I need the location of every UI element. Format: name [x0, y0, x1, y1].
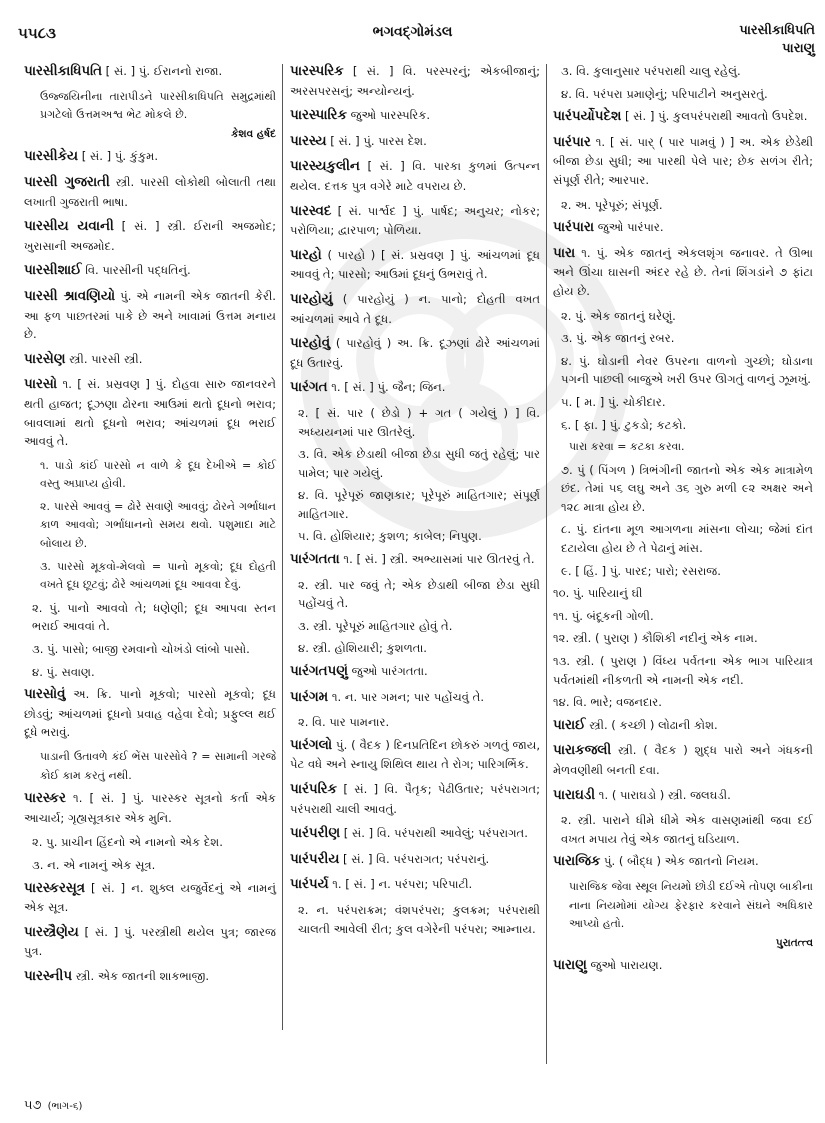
headword: પારંગતપણું	[290, 664, 348, 680]
dictionary-entry	[290, 550, 540, 570]
dictionary-column-3	[553, 62, 813, 982]
definition: સ્ત્રી. ( કચ્છી ) લોઢાની કોશ.	[589, 717, 718, 732]
idiom: ૩. પારસો મૂકવો-મેલવો = પાનો મૂકવો; દૂધ દોહતી વખતે દૂધ છૂટવું; ઢોરે આંચળમાં દૂધ આવવા દેવું.	[40, 559, 276, 592]
dictionary-entry	[290, 62, 540, 100]
running-title: ભગવદ્ગોમંડલ	[372, 24, 453, 40]
dictionary-entry	[553, 244, 813, 301]
dictionary-entry	[290, 780, 540, 818]
page-number: ૫૫૮૩	[18, 24, 56, 42]
dictionary-entry	[290, 106, 540, 126]
dictionary-entry	[553, 786, 813, 806]
headword: પારસ્ત્રૈણેય	[24, 924, 79, 940]
dictionary-entry	[290, 132, 540, 152]
definition: [ સં. ] વિ. પૈતૃક; પેઢીઉતાર; પરંપરાગત; પરંપરાથી ચાલી આવતું.	[290, 782, 541, 816]
sense: ૪. પું. સવાણ.	[32, 664, 95, 679]
dictionary-entry	[24, 375, 276, 450]
sense: ૩. પું. એક જાતનું રબર.	[561, 331, 675, 346]
sense: ૨. સ્ત્રી. પાર જવું તે; એક છેડાથી બીજા છેડા સુધી પહોંચવું તે.	[298, 577, 540, 611]
headword: પારસો	[24, 377, 58, 393]
definition: [ સં. ] પું. પારસ દેશ.	[330, 133, 427, 148]
headword: પારસીશાઈ	[24, 263, 82, 279]
headword: પારંગતતા	[290, 552, 340, 568]
definition: [ સં. ] પું. કુંકુમ.	[81, 149, 159, 164]
dictionary-entry	[553, 956, 813, 976]
definition: [ સં. ] વિ. પરસ્પરનું; એકબીજાનું; અરસપરસનું; અન્યોન્યનું.	[290, 64, 540, 98]
dictionary-entry	[290, 246, 540, 284]
headword: પારહોયું	[290, 291, 333, 307]
sense: ૩. વિ. એક છેડાથી બીજા છેડા સુધી જતું રહેલું; પાર પામેલ; પાર ગયેલું.	[298, 447, 540, 480]
dictionary-entry	[553, 218, 813, 238]
headword: પારંગલો	[290, 737, 333, 753]
citation-text: ઉજ્જયિનીના તારાપીડને પારસીકાધિપતિ સમુદ્રમાંથી પ્રગટેલો ઉત્તમઅશ્વ ભેટ મોકલે છે.	[40, 89, 276, 122]
definition: જુઓ પારંગતતા.	[351, 664, 428, 679]
citation-text: પાડાની ઉતાવળે કંઈ ભેંસ પારસોવે ? = સામાની ગરજે કોઈ કામ કરતું નથી.	[40, 750, 276, 782]
definition: સ્ત્રી. ( વૈદક ) શુદ્ધ પારો અને ગંધકની મેળવણીથી બનતી દવા.	[553, 743, 813, 777]
headword: પારંપર્યોપદેશ	[553, 109, 622, 125]
sense: ૪. વિ. પૂરેપૂરું જાણકાર; પૂરેપૂરું માહિતગાર; સંપૂર્ણ માહિતગાર.	[298, 488, 540, 521]
dictionary-entry	[290, 157, 540, 195]
dictionary-entry	[24, 173, 276, 211]
definition: ( પારહોવું ) અ. ક્રિ. દૂઝણાં ઢોરે આંચળમાં દૂધ ઉતારવું.	[290, 336, 540, 370]
headword: પારસીકેય	[24, 149, 78, 165]
dictionary-entry	[24, 147, 276, 167]
sense: ૮. પું. દાંતના મૂળ આગળના માંસના લોચા; જેમાં દાંત દટાયેલા હોય છે તે પેઢાનું માંસ.	[561, 522, 813, 556]
dictionary-entry	[24, 217, 276, 255]
definition: ૧. [ સં. પાર્ ( પાર પામવું ) ] અ. એક છેડેથી બીજા છેડા સુધી; આ પારથી પેલે પાર; છેક સળંગ રીતે; સંપૂર્ણ રીતે; આરપાર.	[553, 134, 814, 187]
sense: ૧૦. પું. પારિયાનું ઘી	[553, 586, 643, 601]
definition: ( પારહોયું ) ન. પાનો; દોહતી વખત આંચળમાં આવે તે દૂધ.	[290, 291, 541, 326]
headword: પારાઈ	[553, 717, 586, 733]
definition: ૧. ન. પાર ગમન; પાર પહોંચવું તે.	[331, 689, 485, 704]
definition: [ સં. ] પું. પરસ્ત્રીથી થયેલ પુત્ર; જારજ પુત્ર.	[24, 924, 276, 959]
headword: પારંપરીણ	[290, 826, 341, 842]
dictionary-entry	[24, 62, 276, 82]
dictionary-entry	[290, 202, 540, 240]
headword: પારસ્વદ	[290, 203, 332, 219]
dictionary-entry	[24, 261, 276, 281]
dictionary-entry	[290, 688, 540, 708]
headword: પારંપાર	[553, 134, 591, 150]
sense: ૨. વિ. પાર પામનાર.	[298, 715, 390, 730]
dictionary-entry	[553, 133, 813, 190]
dictionary-entry	[290, 334, 540, 372]
column-divider	[282, 64, 283, 1030]
signature-mark: ૫૭	[24, 1098, 42, 1113]
headword: પારંગમ	[290, 689, 329, 705]
dictionary-entry	[290, 290, 540, 328]
sense: ૩. પું. પાસો; બાજી રમવાનો ચોખંડો લાંબો પાસો.	[32, 642, 250, 657]
guide-word-first: પારસીકાધિપતિ	[739, 23, 815, 38]
definition: [ સં. ] પું. કુલપરંપરાથી આવતો ઉપદેશ.	[624, 109, 808, 124]
sense: ૩. વિ. કુલાનુસાર પરંપરાથી ચાલુ રહેલું.	[561, 64, 741, 78]
citation	[569, 878, 813, 952]
definition: [ સં. ] વિ. પરંપરાથી આવેલું; પરંપરાગત.	[343, 826, 528, 841]
definition: ૧. [ સં. ] ન. પરંપરા; પરિપાટી.	[332, 877, 473, 892]
headword: પારંપરિક	[290, 782, 337, 797]
headword: પારસ્કર	[24, 791, 66, 807]
headword: પારસીય યવાની	[24, 219, 114, 235]
citation-source: પુરાતત્ત્વ	[775, 936, 813, 949]
idiom: ૨. પારસે આવવું = ઢોરે સવાણે આવવું; ઢોરને ગર્ભાધાન કાળ આવવો; ગર્ભાધાનનો સમય થવો. પશુમાદા માટે બોલાય છે.	[40, 499, 276, 551]
sense: ૫. વિ. હોશિયાર; કુશળ; કાબેલ; નિપુણ.	[298, 529, 482, 544]
sense: ૧૨. સ્ત્રી. ( પુરાણ ) કૌશિકી નદીનું એક નામ.	[553, 631, 758, 646]
dictionary-entry	[290, 736, 540, 774]
headword: પારંપર્ય	[290, 877, 329, 893]
dictionary-entry	[290, 824, 540, 844]
guide-words	[739, 22, 815, 58]
sense: ૩. સ્ત્રી. પૂરેપૂરું માહિતગાર હોવું તે.	[298, 618, 453, 633]
dictionary-entry	[290, 875, 540, 895]
sense: ૧૪. વિ. ભારે; વજનદાર.	[553, 695, 662, 710]
definition: સ્ત્રી. પારસી લોકોથી બોલાતી તથા લખાતી ગુજરાતી ભાષા.	[24, 174, 277, 209]
headword: પારસ્પારિક	[290, 108, 347, 124]
definition: પું. ( બૌદ્ધ ) એક જાતનો નિયમ.	[604, 854, 759, 869]
dictionary-entry	[24, 685, 276, 742]
headword: પારસ્પરિક	[290, 64, 344, 79]
page-footer	[24, 1098, 82, 1113]
definition: [ સં. ] સ્ત્રી. ઈરાની અજમોદ; ખુરાસાની અજમોદ.	[24, 219, 276, 253]
headword: પારસી ગુજરાતી	[24, 174, 110, 190]
citation	[40, 748, 276, 785]
headword: પારસેણ	[24, 351, 66, 367]
citation-source: કેશવ હર્ષદ	[231, 127, 276, 140]
sense: ૧૧. પું. બંદૂકની ગોળી.	[553, 608, 654, 623]
definition: સ્ત્રી. એક જાતની શાકભાજી.	[75, 968, 210, 983]
dictionary-entry	[553, 741, 813, 779]
headword: પારહોવું	[290, 336, 331, 352]
definition: ૧. ( પારાઘડો ) સ્ત્રી. જલઘડી.	[598, 787, 731, 802]
headword: પારસ્યકુલીન	[290, 159, 360, 175]
definition: [ સં. ] પું. ઈરાનનો રાજા.	[105, 64, 223, 78]
headword: પારસ્કરસૂત્ર	[24, 880, 85, 896]
sense: ૫. [ મ. ] પું. ચોકીદાર.	[561, 394, 666, 409]
definition: ( પારહો ) [ સં. પ્રસ્રવણ ] પું. આંચળમાં દૂધ આવવું તે; પારસો; આઉમાં દૂધનું ઉભરાવું તે.	[290, 247, 541, 282]
headword: પારસીકાધિપતિ	[24, 64, 102, 79]
sense: ૭. પું ( પિંગળ ) ત્રિભંગીની જાતનો એક એક માત્રામેળ છંદ. તેમાં ૫૬ લઘુ અને ૩૬ ગુરુ મળી ૯૨ અક્ષર અને ૧૨૮ માત્રા હોય છે.	[561, 462, 813, 514]
definition: પું. ( વૈદક ) દિનપ્રતિદિન છોકરું ગળતું જાય, પેટ વધે અને સ્નાયુ શિથિલ થાય તે રોગ; પારિગર્ભિક.	[290, 737, 541, 772]
sense: ૩. ન. એ નામનું એક સૂત્ર.	[32, 857, 156, 872]
dictionary-entry	[290, 662, 540, 682]
definition: [ સં. ] વિ. પરંપરાગત; પરંપરાનું.	[343, 851, 490, 866]
headword: પારા	[553, 245, 576, 261]
headword: પારસોવું	[24, 687, 66, 703]
sense: ૪. પું. ઘોડાની નેવર ઉપરના વાળનો ગુચ્છો; ઘોડાના પગની પાછલી બાજુએ ખરી ઉપર ઊગતું વાળનું ઝૂમખું.	[561, 353, 813, 387]
definition: જુઓ પારંપાર.	[597, 220, 664, 235]
dictionary-entry	[553, 852, 813, 872]
headword: પારસી શ્રાવણિયો	[24, 288, 116, 304]
sense: ૨. સ્ત્રી. પારાને ધીમે ધીમે એક વાસણમાંથી જવા દઈ વખત મપાય તેવું એક જાતનું ઘડિયાળ.	[561, 813, 813, 846]
dictionary-column-2	[290, 62, 540, 942]
sense: ૨. પું. પાનો આવવો તે; ધણેણી; દૂધ આપવા સ્તન ભરાઈ આવવાં તે.	[32, 600, 276, 634]
dictionary-entry	[24, 789, 276, 827]
definition: [ સં. પાર્શ્વદ ] પું. પાર્ષદ; અનુચર; નોકર; પરોળિયા; દ્વારપાળ; પોળિયા.	[290, 203, 540, 238]
definition: ૧. [ સં. ] પું. પારસ્કર સૂત્રનો કર્તા એક આચાર્ય; ગૃહ્યસૂત્રકાર એક મુનિ.	[24, 791, 276, 825]
definition: સ્ત્રી. પારસી સ્ત્રી.	[69, 351, 143, 366]
headword: પારસ્ય	[290, 133, 327, 149]
definition: જુઓ પારાયણ.	[590, 958, 663, 973]
headword: પારંગત	[290, 380, 328, 396]
dictionary-entry	[290, 378, 540, 398]
sense: ૪. સ્ત્રી. હોશિયારી; કુશળતા.	[298, 641, 427, 656]
headword: પારાકજલી	[553, 743, 612, 759]
citation-text: પારાજિક જેવા સ્થૂલ નિયમો છોડી દઈએ તોપણ બાકીના નાના નિયમોમાં યોગ્ય ફેરફાર કરવાને સંઘને અધિકાર આપ્યો હતો.	[569, 879, 813, 931]
sense: ૯. [ હિં. ] પું. પારદ; પારો; રસરાજ.	[561, 563, 721, 578]
headword: પારસ્નીપ	[24, 968, 73, 984]
headword: પારહો	[290, 247, 322, 263]
citation	[40, 88, 276, 144]
definition: [ સં. ] વિ. પારકા કુળમાં ઉત્પન્ન થયેલ. દત્તક પુત્ર વગેરે માટે વપરાય છે.	[290, 159, 540, 193]
dictionary-entry	[24, 923, 276, 961]
sense: ૨. અ. પૂરેપૂરું; સંપૂર્ણ.	[561, 197, 663, 212]
definition: ૧. [ સં. પ્રસ્રવણ ] પું. દોહવા સારુ જાનવરને થતી હાજત; દૂઝણા ઢોરના આઉમાં થતો દૂધનો ભરાવ; બાવલામાં થતો દૂધનો ભરાવ; આંચળમાં દૂધ ભરાઈ આવવું તે.	[24, 377, 277, 449]
idiom: પારા કરવા = કટકા કરવા.	[569, 440, 685, 454]
guide-word-last: પારાણુ	[782, 41, 815, 56]
definition: [ સં. ] ન. શુક્લ યજુર્વેદનું એ નામનું એક સૂત્ર.	[24, 880, 276, 915]
definition: જુઓ પારસ્પરિક.	[350, 108, 431, 123]
headword: પારાણુ	[553, 958, 587, 974]
dictionary-entry	[24, 287, 276, 344]
dictionary-entry	[553, 107, 813, 127]
definition: ૧. પું. એક જાતનું એકલશૃંગ જનાવર. તે ઊભા અને ઊંચા ઘાસની અંદર રહે છે. તેનાં શિંગડાંને ૭ ફાંટા હોય છે.	[553, 245, 814, 298]
definition: ૧. [ સં. ] સ્ત્રી. અભ્યાસમાં પાર ઊતરવું તે.	[343, 552, 535, 567]
definition: ૧. [ સં. ] પું. જૈન; જિન.	[331, 380, 446, 395]
dictionary-column-1	[24, 62, 276, 993]
dictionary-entry	[290, 850, 540, 870]
sense: ૪. વિ. પરંપરા પ્રમાણેનું; પરિપાટીને અનુસરતું.	[561, 86, 768, 101]
sense: ૧૩. સ્ત્રી. ( પુરાણ ) વિંધ્ય પર્વતના એક ભાગ પારિયાત્ર પર્વતમાંથી નીકળતી એ નામની એક નદી.	[553, 654, 813, 687]
headword: પારાજિક	[553, 854, 601, 870]
dictionary-entry	[24, 967, 276, 987]
sense: ૨. પું. એક જાતનું ઘરેણું.	[561, 308, 676, 323]
idiom: ૧. પાડો કાંઈ પારસો ન વાળે કે દૂધ દેખીએ = કોઈ વસ્તુ અપ્રાપ્ય હોવી.	[40, 458, 276, 491]
dictionary-entry	[24, 350, 276, 370]
sense: ૨. [ સં. પાર ( છેડો ) + ગત ( ગયેલું ) ] વિ. અધ્યયનમાં પાર ઊતરેલું.	[298, 405, 540, 439]
definition: વિ. પારસીની પદ્ધતિનું.	[85, 263, 191, 278]
sense: ૨. ન. પરંપરાક્રમ; વંશપરંપરા; કુલક્રમ; પરંપરાથી ચાલતી આવેલી રીત; કુલ વગેરેની પરંપરા; આમ્નાય.	[298, 902, 540, 936]
headword: પારાઘડી	[553, 787, 596, 803]
sense: ૬. [ ફા. ] પું. ટુકડો; કટકો.	[561, 417, 687, 432]
definition: અ. ક્રિ. પાનો મૂકવો; પારસો મૂકવો; દૂધ છોડવું; આંચળમાં દૂધનો પ્રવાહ વહેવા દેવો; પ્રફુલ્લ થઈ દૂધે ભરાવું.	[24, 687, 277, 740]
column-divider	[546, 64, 547, 1064]
headword: પારંપરીય	[290, 851, 340, 867]
dictionary-entry	[553, 716, 813, 736]
page-header	[0, 0, 825, 60]
definition: પું. એ નામની એક જાતની કેરી. આ ફળ પાછતરમાં પાકે છે અને ખાવામાં ઉત્તમ મનાય છે.	[24, 288, 276, 342]
volume-label: (ભાગ-૬)	[47, 1101, 83, 1112]
headword: પારંપારા	[553, 220, 595, 236]
sense: ૨. પુ. પ્રાચીન હિંદનો એ નામનો એક દેશ.	[32, 835, 223, 850]
dictionary-entry	[24, 879, 276, 917]
